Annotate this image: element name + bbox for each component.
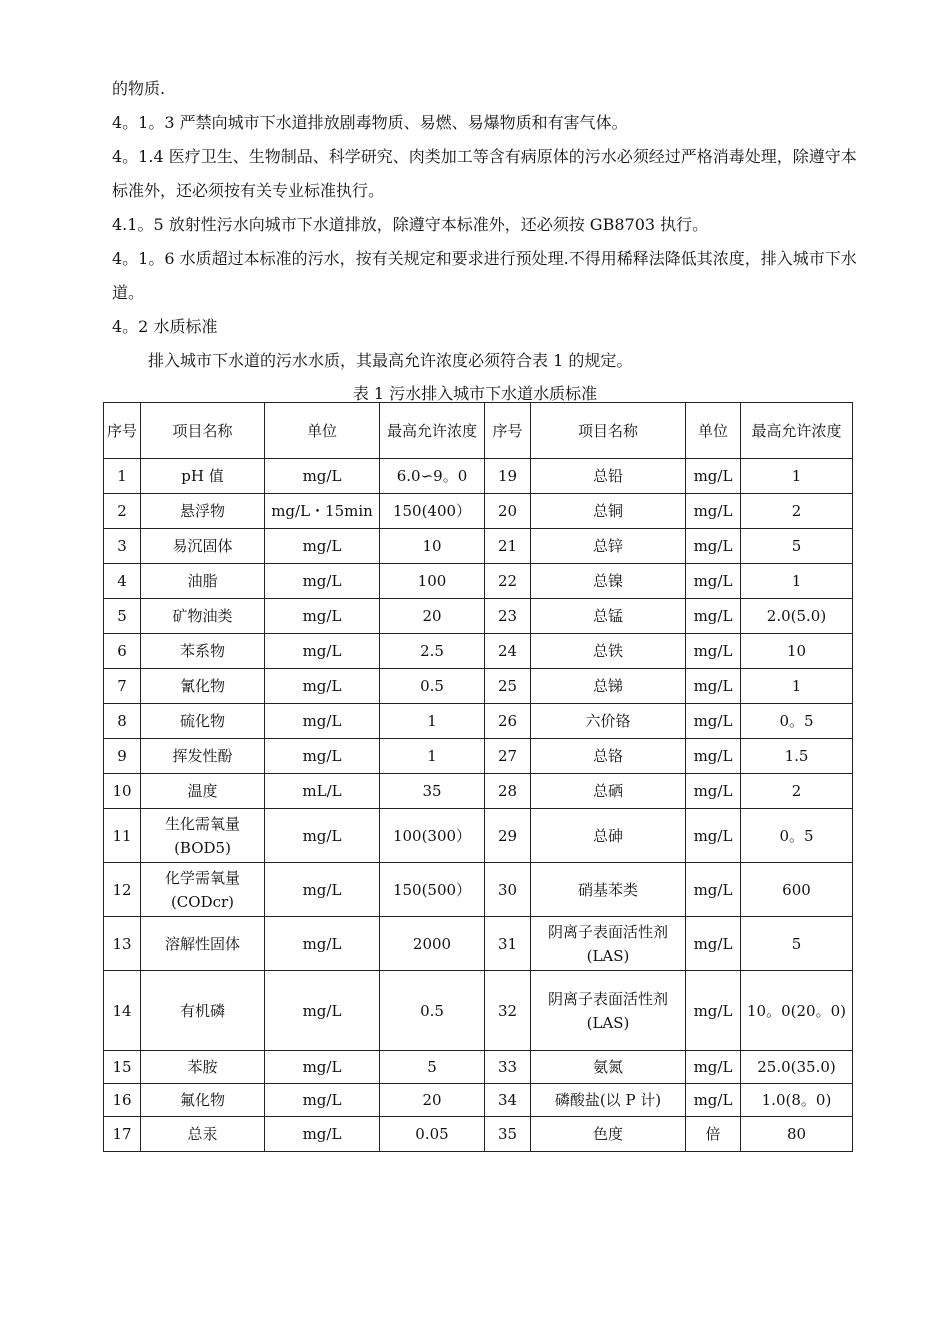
table-row <box>104 1051 853 1084</box>
table-cell: mg/L <box>686 809 741 863</box>
table-cell: pH 值 <box>141 459 265 494</box>
table-cell: mg/L <box>265 529 380 564</box>
table-cell: 总硒 <box>531 774 686 809</box>
table-cell: mg/L <box>686 774 741 809</box>
table-cell: mg/L <box>686 1051 741 1084</box>
table-cell: 15 <box>104 1051 141 1084</box>
table-cell: 1 <box>380 739 485 774</box>
table-cell: mg/L <box>686 1084 741 1117</box>
table-cell: 1 <box>380 704 485 739</box>
table-caption: 表 1 污水排入城市下水道水质标准 <box>352 384 598 403</box>
table-cell: mg/L <box>686 669 741 704</box>
table-cell: 9 <box>104 739 141 774</box>
table-cell: mg/L <box>265 863 380 917</box>
table-cell: mg/L <box>265 459 380 494</box>
table-cell: 易沉固体 <box>141 529 265 564</box>
table-cell: 硫化物 <box>141 704 265 739</box>
table-cell: 1.0(8。0) <box>741 1084 853 1117</box>
table-cell: 阴离子表面活性剂(LAS) <box>531 917 686 971</box>
table-cell: mg/L <box>686 634 741 669</box>
paragraph-table-intro: 排入城市下水道的污水水质，其最高允许浓度必须符合表 1 的规定。 <box>148 351 633 370</box>
table-cell: 27 <box>485 739 531 774</box>
table-cell: 六价铬 <box>531 704 686 739</box>
table-cell: 20 <box>380 599 485 634</box>
table-row <box>104 564 853 599</box>
table-cell: 总锰 <box>531 599 686 634</box>
table-cell: 1 <box>104 459 141 494</box>
table-row <box>104 1084 853 1117</box>
table-cell: 10 <box>741 634 853 669</box>
table-cell: 5 <box>380 1051 485 1084</box>
paragraph-4-1-6: 4。1。6 水质超过本标准的污水，按有关规定和要求进行预处理.不得用稀释法降低其浓度，排入城市下水道。 <box>112 249 857 302</box>
table-cell: 150(500） <box>380 863 485 917</box>
table-cell: mg/L <box>686 564 741 599</box>
table-cell: 19 <box>485 459 531 494</box>
table-cell: 14 <box>104 971 141 1051</box>
table-cell: 总锌 <box>531 529 686 564</box>
table-cell: 总铜 <box>531 494 686 529</box>
table-cell: 总镍 <box>531 564 686 599</box>
paragraph-4-1-5: 4.1。5 放射性污水向城市下水道排放，除遵守本标准外，还必须按 GB8703 执行。 <box>112 215 709 234</box>
table-cell: 挥发性酚 <box>141 739 265 774</box>
table-cell: 氰化物 <box>141 669 265 704</box>
table-cell: 总铬 <box>531 739 686 774</box>
table-cell: 80 <box>741 1117 853 1152</box>
header-cell: 单位 <box>265 403 380 459</box>
table-cell: mg/L <box>265 1051 380 1084</box>
table-cell: 2.0(5.0) <box>741 599 853 634</box>
table-cell: 氟化物 <box>141 1084 265 1117</box>
table-cell: 10。0(20。0) <box>741 971 853 1051</box>
table-cell: 2 <box>741 494 853 529</box>
table-cell: 25.0(35.0) <box>741 1051 853 1084</box>
table-cell: mg/L <box>265 599 380 634</box>
table-cell: 17 <box>104 1117 141 1152</box>
table-cell: 阴离子表面活性剂(LAS) <box>531 971 686 1051</box>
table-cell: mL/L <box>265 774 380 809</box>
table-cell: 0。5 <box>741 809 853 863</box>
table-cell: 有机磷 <box>141 971 265 1051</box>
table-cell: mg/L <box>265 739 380 774</box>
table-cell: 油脂 <box>141 564 265 599</box>
table-cell: 苯胺 <box>141 1051 265 1084</box>
table-row <box>104 529 853 564</box>
table-cell: 3 <box>104 529 141 564</box>
table-cell: 32 <box>485 971 531 1051</box>
table-row <box>104 1117 853 1152</box>
water-quality-table <box>103 402 853 1152</box>
table-cell: 0.05 <box>380 1117 485 1152</box>
table-row <box>104 809 853 863</box>
table-cell: mg/L <box>686 917 741 971</box>
table-cell: 0.5 <box>380 971 485 1051</box>
table-cell: 34 <box>485 1084 531 1117</box>
table-row <box>104 971 853 1051</box>
table-cell: 5 <box>741 529 853 564</box>
table-cell: 29 <box>485 809 531 863</box>
table-cell: 100 <box>380 564 485 599</box>
table-cell: 总铅 <box>531 459 686 494</box>
table-cell: 悬浮物 <box>141 494 265 529</box>
header-cell: 序号 <box>104 403 141 459</box>
table-cell: 33 <box>485 1051 531 1084</box>
table-cell: 23 <box>485 599 531 634</box>
table-row <box>104 863 853 917</box>
table-cell: 6 <box>104 634 141 669</box>
table-cell: 11 <box>104 809 141 863</box>
table-cell: mg/L <box>265 971 380 1051</box>
table-cell: 总锑 <box>531 669 686 704</box>
table-cell: 1 <box>741 564 853 599</box>
header-cell: 项目名称 <box>531 403 686 459</box>
header-cell: 最高允许浓度 <box>380 403 485 459</box>
paragraph-4-1-4: 4。1.4 医疗卫生、生物制品、科学研究、肉类加工等含有病原体的污水必须经过严格消毒处理，除遵守本标准外，还必须按有关专业标准执行。 <box>112 147 857 200</box>
table-cell: mg/L <box>265 1117 380 1152</box>
table-cell: 16 <box>104 1084 141 1117</box>
table-cell: 磷酸盐(以 P 计) <box>531 1084 686 1117</box>
table-cell: 1 <box>741 459 853 494</box>
table-cell: 8 <box>104 704 141 739</box>
table-cell: 溶解性固体 <box>141 917 265 971</box>
table-cell: mg/L <box>686 704 741 739</box>
table-cell: 温度 <box>141 774 265 809</box>
table-cell: 35 <box>485 1117 531 1152</box>
table-cell: 7 <box>104 669 141 704</box>
table-cell: 1 <box>741 669 853 704</box>
section-heading-4-2: 4。2 水质标准 <box>112 317 218 336</box>
table-cell: 150(400） <box>380 494 485 529</box>
header-cell: 项目名称 <box>141 403 265 459</box>
table-cell: 倍 <box>686 1117 741 1152</box>
table-cell: 21 <box>485 529 531 564</box>
table-cell: 28 <box>485 774 531 809</box>
table-cell: 总砷 <box>531 809 686 863</box>
table-cell: mg/L <box>265 809 380 863</box>
table-cell: 31 <box>485 917 531 971</box>
table-cell: 30 <box>485 863 531 917</box>
table-cell: 10 <box>380 529 485 564</box>
table-cell: 22 <box>485 564 531 599</box>
table-row <box>104 494 853 529</box>
table-cell: mg/L <box>686 494 741 529</box>
table-cell: 13 <box>104 917 141 971</box>
table-cell: 2000 <box>380 917 485 971</box>
table-cell: 24 <box>485 634 531 669</box>
table-cell: mg/L <box>265 1084 380 1117</box>
table-row <box>104 634 853 669</box>
table-cell: 色度 <box>531 1117 686 1152</box>
table-cell: 12 <box>104 863 141 917</box>
table-cell: 20 <box>380 1084 485 1117</box>
table-cell: 矿物油类 <box>141 599 265 634</box>
paragraph-continuation: 的物质. <box>112 79 166 98</box>
table-cell: 2 <box>104 494 141 529</box>
table-cell: 总铁 <box>531 634 686 669</box>
table-cell: 25 <box>485 669 531 704</box>
table-body <box>104 459 853 1152</box>
table-cell: 化学需氧量(CODcr) <box>141 863 265 917</box>
table-cell: 5 <box>741 917 853 971</box>
paragraph-4-1-3: 4。1。3 严禁向城市下水道排放剧毒物质、易燃、易爆物质和有害气体。 <box>112 113 628 132</box>
header-cell: 序号 <box>485 403 531 459</box>
table-cell: 5 <box>104 599 141 634</box>
table-row <box>104 704 853 739</box>
table-cell: mg/L <box>265 704 380 739</box>
table-cell: 氨氮 <box>531 1051 686 1084</box>
table-cell: 35 <box>380 774 485 809</box>
table-cell: mg/L <box>686 739 741 774</box>
table-cell: 1.5 <box>741 739 853 774</box>
header-cell: 最高允许浓度 <box>741 403 853 459</box>
header-cell: 单位 <box>686 403 741 459</box>
table-row <box>104 917 853 971</box>
table-cell: mg/L <box>265 669 380 704</box>
table-header-row <box>104 403 853 459</box>
table-cell: 0.5 <box>380 669 485 704</box>
table-cell: mg/L <box>686 971 741 1051</box>
table-cell: 2.5 <box>380 634 485 669</box>
table-cell: mg/L <box>686 599 741 634</box>
table-cell: 生化需氧量(BOD5) <box>141 809 265 863</box>
table-cell: 4 <box>104 564 141 599</box>
table-cell: 10 <box>104 774 141 809</box>
table-cell: 0。5 <box>741 704 853 739</box>
table-cell: mg/L <box>265 917 380 971</box>
table-cell: 2 <box>741 774 853 809</box>
table-cell: mg/L <box>686 863 741 917</box>
table-cell: 硝基苯类 <box>531 863 686 917</box>
table-row <box>104 599 853 634</box>
table-cell: mg/L <box>265 564 380 599</box>
table-cell: mg/L・15min <box>265 494 380 529</box>
table-cell: 6.0∽9。0 <box>380 459 485 494</box>
table-row <box>104 739 853 774</box>
table-cell: 20 <box>485 494 531 529</box>
table-cell: 苯系物 <box>141 634 265 669</box>
table-cell: 600 <box>741 863 853 917</box>
table-cell: 26 <box>485 704 531 739</box>
table-cell: mg/L <box>265 634 380 669</box>
table-cell: mg/L <box>686 459 741 494</box>
table-cell: 总汞 <box>141 1117 265 1152</box>
table-row <box>104 669 853 704</box>
table-cell: 100(300） <box>380 809 485 863</box>
table-row <box>104 774 853 809</box>
table-cell: mg/L <box>686 529 741 564</box>
table-row <box>104 459 853 494</box>
